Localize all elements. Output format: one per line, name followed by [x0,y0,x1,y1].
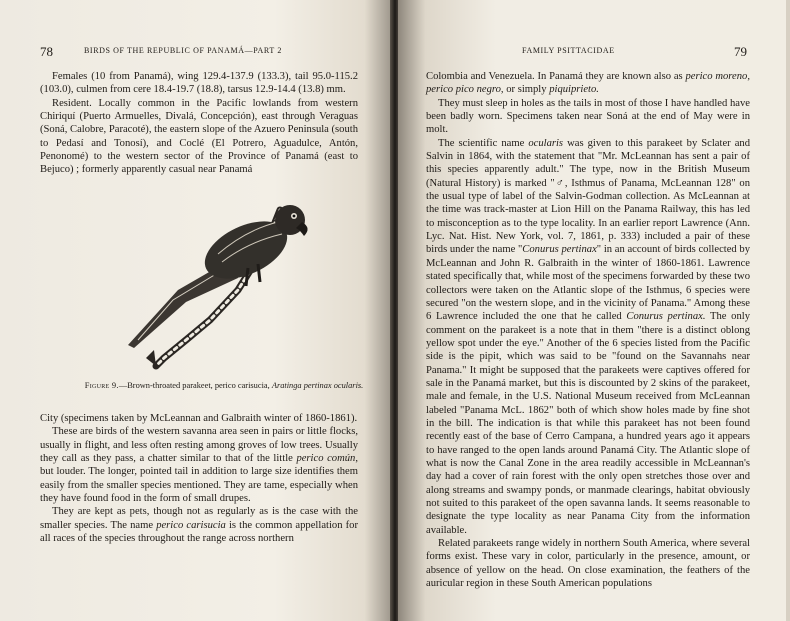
pets-text-1: They are kept as pets, though not as regularly as is the case with the smaller species. The name [40,506,358,531]
p1-name-piquiprieto: piquiprieto. [549,84,599,96]
figure-caption-text: —Brown-throated parakeet, perico carisucia, [118,381,272,390]
p3-text-c: was given to this parakeet by Sclater and Salvin in 1864, with the statement that "Mr. McLeannan has sent a pair of this species apparently adult." The type, now in the British Museum (Natural History) is marked "♂, Isthmus of Panama, McLeannan 128" on the usual type of label of the Salvin-Godman collection. As McLeannan at the time was track-master at Lion Hill on the Panama Railway, this has led to misconception as to the type locality. In an earlier report Lawrence (Ann. Lyc. Nat. Hist. New York, vol. 7, 1861, p. 333) included a pair of these birds under the name " [426,137,751,256]
habits-paragraph [40,425,358,505]
habits-common-name: perico común [296,453,356,465]
pets-text-2: is the common appellation for all races of the species throughout the range across northern [40,519,358,545]
city-paragraph: City (specimens taken by McLeannan and Galbraith winter of 1860-1861). [40,413,358,424]
p3-conurus-1: Conurus pertinax [522,244,597,256]
figure-label: Figure 9. [84,381,119,390]
scientific-name-paragraph [426,137,750,537]
running-head-left: BIRDS OF THE REPUBLIC OF PANAMÁ—PART 2 [84,46,282,55]
p3-text-e: " in an account of birds collected by McLeannan and John R. Galbraith in the winter of 1860-1861. Lawrence stated specifically that, while most of the specimens forwarded by these two collectors were taken on the Atlantic slope of the Isthmus, 6 species were secured "on the western slope, and in the vicinity of Panama." Among these 6 Lawrence included the one that he called [426,244,750,323]
habits-text-2: , but louder. The longer, pointed tail in addition to large size identifies them easily from the smaller species mentioned. They are tame, especially when they have found food in the form of small drupes. [40,453,358,505]
p3-ocularis: ocularis [528,137,564,149]
running-head-right: FAMILY PSITTACIDAE [522,46,615,55]
figure-caption [74,380,374,391]
left-page [0,0,392,621]
pets-paragraph [40,505,358,545]
pets-common-name: perico carisucia [156,519,226,531]
p3-conurus-2: Conurus pertinax. [626,311,706,323]
p3-text-a: The scientific name [438,137,529,149]
habits-text-1: These are birds of the western savanna area seen in pairs or little flocks, usually in flight, and less often resting among groves of low trees. Usually they call as they pass, a chatter similar to that of the little [40,426,358,465]
right-text [426,70,750,590]
common-names-paragraph [426,70,750,97]
p1-text-1: Colombia and Venezuela. In Panamá they are known also as [426,71,686,82]
p1-text-2: or simply [503,84,550,96]
left-bottom-text [40,412,358,545]
range-paragraph: Resident. Locally common in the Pacific lowlands from western Chiriquí (Puerto Armuelles, Divalá, Concepción), east through Veraguas (Soná, Calobre, Paracoté), the eastern slope of the Azuero Peninsula (south to Pedasí and Tonosí), and Coclé (El Potrero, Aguadulce, Antón, Penonomé) to the western sector of the Province of Panamá (east to Bejuco) ; formerly apparently casual near Panamá [40,97,359,176]
measurements-paragraph: Females (10 from Panamá), wing 129.4-137.9 (133.3), tail 95.0-115.2 (103.0), culmen from cere 18.4-19.7 (18.8), tarsus 12.9-14.4 (13.8) mm. [40,71,358,96]
page-edge [786,0,790,621]
p3-text-g: The only comment on the parakeet is a note that in them "there is a distinct oblong yellow spot under the eye." Another of the 6 species listed from the Pacific side is the pipit, which was said to be "found on the Savannahs near Panama." It might be supposed that the parakeets were captives offered for sale in the Panamá market, but this is discounted by 2 skins of the parakeet, male and female, in the U.S. National Museum received from McLeannan labeled "Panama McL. 1862" both of which show holes made by fine shot in the bill. The indication is that while this parakeet has not been found recently east of the base of Cerro Campana, a hundred years ago it appears to have ranged to the open lands around Panamá City. The Atlantic slope of what is now the Canal Zone in the area readily accessible in McLeannan's day had a cover of rain forest with the only open stretches those over and along streams and swampy ponds, or manmade clearings, habitat obviously not suited to this parakeet of the open savanna lands. It seems reasonable to designate the type locality as near Panama City from the information available. [426,311,750,536]
page-number-left: 78 [40,44,53,59]
parakeet-illustration [118,190,328,375]
sleep-paragraph: They must sleep in holes as the tails in most of those I have handled have been badly worn. Specimens taken near Soná at the end of May were in molt. [426,97,750,136]
page-number-right: 79 [734,44,747,59]
p1-names: perico moreno, perico pico negro, [426,71,750,96]
figure-caption-scientific: Aratinga pertinax ocularis. [271,381,364,390]
left-top-text [40,70,358,177]
right-page [398,0,790,621]
related-parakeets-paragraph: Related parakeets range widely in northern South America, where several forms exist. These vary in color, particularly in the presence, amount, or absence of yellow on the head. On close examination, the feathers of the auricular region in these South American populations [426,538,750,590]
